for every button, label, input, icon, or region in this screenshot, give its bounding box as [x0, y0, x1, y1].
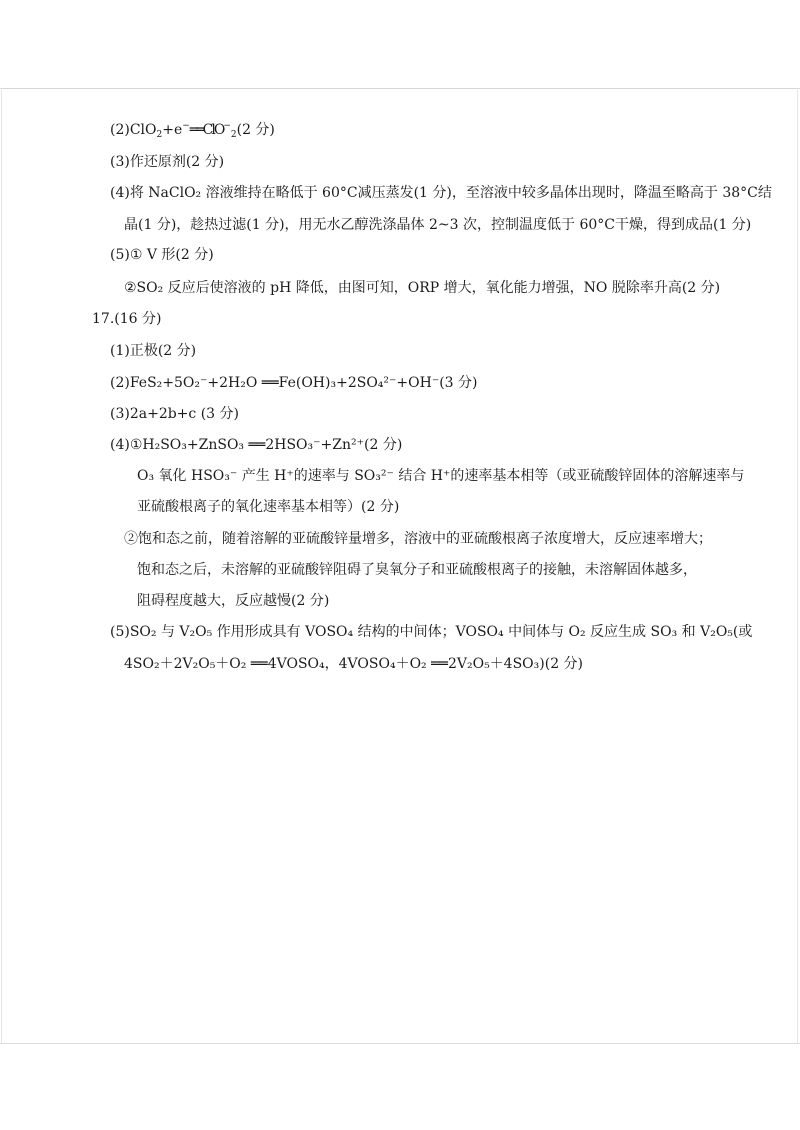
- answer-17-4-2c: 阻碍程度越大，反应越慢(2 分): [137, 593, 330, 609]
- answer-line-4a: (4)将 NaClO₂ 溶液维持在略低于 60°C减压蒸发(1 分)，至溶液中较多晶体出现时，降温至略高于 38°C结: [110, 185, 772, 201]
- page-edge-right: [797, 88, 798, 1043]
- answer-17-4-1: (4)①H₂SO₃+ZnSO₃ ══2HSO₃⁻+Zn²⁺(2 分): [110, 437, 403, 453]
- answer-17-4-2b: 饱和态之后，未溶解的亚硫酸锌阻碍了臭氧分子和亚硫酸根离子的接触，未溶解固体越多，: [137, 562, 697, 578]
- answer-17-4-2a: ②饱和态之前，随着溶解的亚硫酸锌量增多，溶液中的亚硫酸根离子浓度增大，反应速率增大；: [124, 531, 712, 547]
- answer-17-3: (3)2a+2b+c (3 分): [110, 406, 239, 422]
- answer-line-2-clo2: (2)ClO$_2$+e−══ClO−$_2$(2 分): [110, 121, 275, 140]
- page-edge-top: [0, 88, 800, 89]
- answer-line-4b: 晶(1 分)，趁热过滤(1 分)，用无水乙醇洗涤晶体 2~3 次，控制温度低于 60°C干燥，得到成品(1 分): [124, 217, 752, 233]
- page-edge-bottom: [0, 1043, 800, 1044]
- question-17-heading: 17.(16 分): [92, 311, 162, 327]
- answer-17-5b: 4SO₂＋2V₂O₅＋O₂ ══4VOSO₄，4VOSO₄＋O₂ ══2V₂O₅＋4SO₃)(2 分): [124, 656, 584, 672]
- answer-line-5-1: (5)① V 形(2 分): [110, 247, 214, 263]
- answer-17-4-explain-a: O₃ 氧化 HSO₃⁻ 产生 H⁺的速率与 SO₃²⁻ 结合 H⁺的速率基本相等（或亚硫酸锌固体的溶解速率与: [137, 468, 745, 484]
- answer-17-5a: (5)SO₂ 与 V₂O₅ 作用形成具有 VOSO₄ 结构的中间体；VOSO₄ 中间体与 O₂ 反应生成 SO₃ 和 V₂O₅(或: [110, 624, 753, 640]
- answer-17-1: (1)正极(2 分): [110, 343, 197, 359]
- answer-17-4-explain-b: 亚硫酸根离子的氧化速率基本相等）(2 分): [137, 499, 400, 515]
- page-edge-left: [1, 88, 2, 1043]
- answer-17-2: (2)FeS₂+5O₂⁻+2H₂O ══Fe(OH)₃+2SO₄²⁻+OH⁻(3 分): [110, 375, 478, 391]
- answer-line-3: (3)作还原剂(2 分): [110, 154, 225, 170]
- answer-line-5-2: ②SO₂ 反应后使溶液的 pH 降低，由图可知，ORP 增大，氧化能力增强，NO 脱除率升高(2 分): [124, 280, 721, 296]
